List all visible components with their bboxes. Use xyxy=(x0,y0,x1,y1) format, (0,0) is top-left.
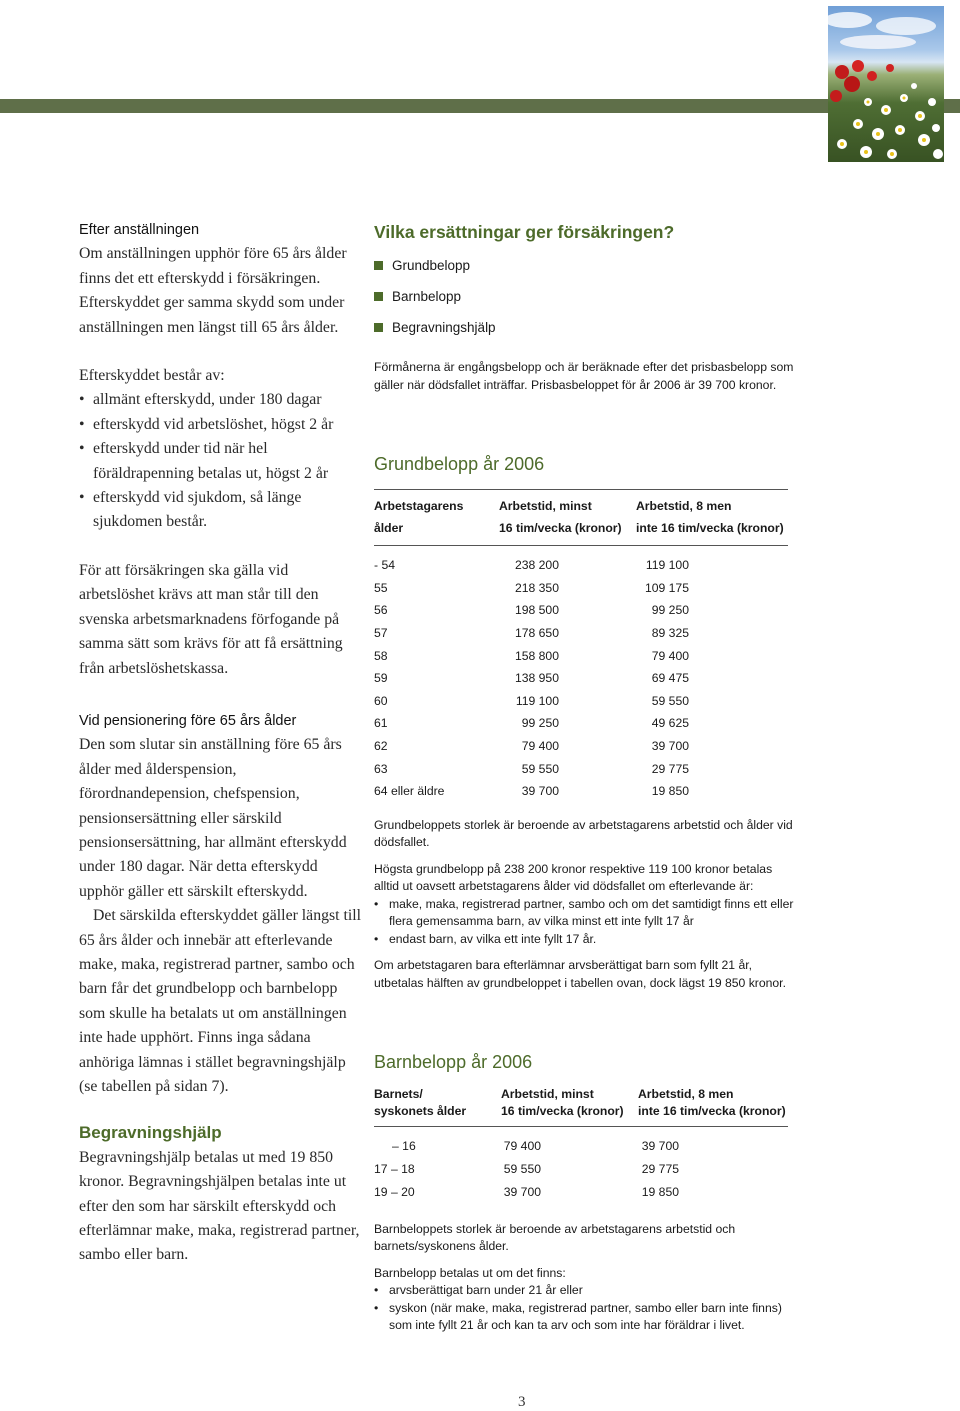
table-cell: 19 – 20 xyxy=(374,1184,415,1199)
page-number: 3 xyxy=(518,1394,526,1410)
table-cell: 178 650 xyxy=(514,626,559,641)
flower-field-photo xyxy=(828,6,944,162)
table-cell: 119 100 xyxy=(645,558,689,573)
list-item: • endast barn, av vilka ett inte fyllt 17 år. xyxy=(374,931,794,949)
benefit-label: Barnbelopp xyxy=(392,289,462,304)
list-item: • efterskydd vid sjukdom, så länge sjukdomen består. xyxy=(79,486,364,535)
section-heading-after-employment: Efter anställningen xyxy=(79,222,200,238)
list-item: • efterskydd vid arbetslöshet, högst 2 år xyxy=(79,413,364,437)
section-heading-funeral: Begravningshjälp xyxy=(79,1123,222,1143)
table-cell: 39 700 xyxy=(503,1184,541,1199)
paragraph: Efterskyddet består av: xyxy=(79,367,225,385)
table-cell: 56 xyxy=(374,603,388,618)
table-cell: 49 625 xyxy=(651,716,689,731)
grundbelopp-heading: Grundbelopp år 2006 xyxy=(374,454,545,474)
barnbelopp-table xyxy=(374,1081,788,1203)
table-cell: 29 775 xyxy=(641,1161,679,1176)
table-cell: 79 400 xyxy=(521,739,559,754)
table-header-row xyxy=(374,1081,788,1127)
column-header: Arbetstid, minst 16 tim/vecka (kronor) xyxy=(499,490,636,546)
table-row xyxy=(374,1180,788,1203)
table-row xyxy=(374,577,788,600)
table-row xyxy=(374,622,788,645)
benefits-title: Vilka ersättningar ger försäkringen? xyxy=(374,222,675,242)
benefit-label: Grundbelopp xyxy=(392,258,471,273)
table-row xyxy=(374,599,788,622)
column-header: Arbetstid, minst 16 tim/vecka (kronor) xyxy=(501,1081,638,1127)
table-row xyxy=(374,1127,788,1158)
table-row xyxy=(374,690,788,713)
list-item: • arvsberättigat barn under 21 år eller xyxy=(374,1282,794,1300)
table-cell: 61 xyxy=(374,716,388,731)
column-header: Barnets/ syskonets ålder xyxy=(374,1081,501,1127)
table-row xyxy=(374,712,788,735)
paragraph: Det särskilda efterskyddet gäller längst till 65 års ålder och innebär att efterlevande make, maka, registrerad partner, sambo och barn får det grundbelopp och barnbelopp som skulle ha betalats ut om anställningen inte hade upphört. Finns inga sådana anhöriga lämnas i stället begravningshjälp (se tabellen på sidan 7). xyxy=(79,907,362,1095)
table-cell: 19 850 xyxy=(641,1184,679,1199)
table-cell: 60 xyxy=(374,693,388,708)
table-cell: 58 xyxy=(374,648,388,663)
bullet-list xyxy=(79,388,364,534)
table-cell: 19 850 xyxy=(651,784,689,799)
table-cell: 198 500 xyxy=(514,603,559,618)
bullet-list xyxy=(374,896,794,949)
list-item: • make, maka, registrerad partner, sambo och om det samtidigt finns ett eller flera gemensamma barn, av vilka minst ett inte fyllt 17 år xyxy=(374,896,794,931)
bullet-list xyxy=(374,1282,794,1335)
square-bullet-icon xyxy=(374,323,383,332)
left-column xyxy=(79,218,364,1268)
header-band xyxy=(0,99,960,113)
list-item xyxy=(374,281,794,312)
column-header: Arbetstagarens ålder xyxy=(374,490,499,546)
benefit-label: Begravningshjälp xyxy=(392,320,496,335)
list-item xyxy=(374,312,794,343)
table-cell: 39 700 xyxy=(641,1139,679,1154)
table-cell: 62 xyxy=(374,739,388,754)
table-cell: – 16 xyxy=(392,1139,416,1154)
table-row xyxy=(374,546,788,577)
table-cell: 17 – 18 xyxy=(374,1161,415,1176)
table-cell: 55 xyxy=(374,580,388,595)
table-cell: 99 250 xyxy=(651,603,689,618)
table-cell: 79 400 xyxy=(503,1139,541,1154)
table-header-row xyxy=(374,490,788,546)
column-header: Arbetstid, 8 men inte 16 tim/vecka (kronor) xyxy=(636,490,788,546)
note: Högsta grundbelopp på 238 200 kronor respektive 119 100 kronor betalas alltid ut oavsett arbetstagarens ålder vid dödsfallet om efterlevande är: xyxy=(374,861,773,894)
square-bullet-icon xyxy=(374,261,383,270)
table-cell: 64 eller äldre xyxy=(374,784,445,799)
paragraph: För att försäkringen ska gälla vid arbetslöshet krävs att man står till den svenska arbetsmarknadens förfogande på samma sätt som krävs för att få ersättning från arbetslöshetskassa. xyxy=(79,561,343,677)
column-header: Arbetstid, 8 men inte 16 tim/vecka (kronor) xyxy=(638,1081,788,1127)
note: Grundbeloppets storlek är beroende av arbetstagarens arbetstid och ålder vid dödsfallet. xyxy=(374,817,793,850)
section-heading-retirement: Vid pensionering före 65 års ålder xyxy=(79,712,297,729)
table-cell: 59 550 xyxy=(503,1161,541,1176)
table-cell: 89 325 xyxy=(651,626,689,641)
paragraph: Den som slutar sin anställning före 65 års ålder med ålderspension, förordnandepension, chefspension, pensionsersättning eller särskild pensionsersättning, har allmänt efterskydd under 180 dagar. När detta efterskydd upphör gäller ett särskilt efterskydd. xyxy=(79,736,347,900)
note: Barnbeloppets storlek är beroende av arbetstagarens arbetstid och barnets/syskonens ålder. xyxy=(374,1221,736,1254)
list-item: • efterskydd under tid när hel föräldrapenning betalas ut, högst 2 år xyxy=(79,437,364,486)
table-row xyxy=(374,1158,788,1181)
note: Barnbelopp betalas ut om det finns: xyxy=(374,1265,566,1280)
list-item: • syskon (när make, maka, registrerad partner, sambo eller barn inte finns) som inte fyllt 21 år och kan ta arv och som inte har föräldrar i livet. xyxy=(374,1300,794,1335)
table-cell: 59 xyxy=(374,671,388,686)
table-cell: 57 xyxy=(374,626,388,641)
paragraph: Begravningshjälp betalas ut med 19 850 kronor. Begravningshjälpen betalas inte ut efter den som har särskilt efterskydd och efterlämnar make, maka, registrerad partner, sambo eller barn. xyxy=(79,1148,360,1264)
table-cell: 109 175 xyxy=(644,580,689,595)
table-cell: 39 700 xyxy=(651,739,689,754)
table-cell: 59 550 xyxy=(651,693,689,708)
table-cell: - 54 xyxy=(374,558,396,573)
table-cell: 218 350 xyxy=(514,580,559,595)
table-row xyxy=(374,780,788,803)
benefits-list xyxy=(374,250,794,343)
table-cell: 99 250 xyxy=(521,716,559,731)
table-cell: 138 950 xyxy=(514,671,559,686)
table-cell: 238 200 xyxy=(514,558,559,573)
table-row xyxy=(374,644,788,667)
table-cell: 29 775 xyxy=(651,761,689,776)
square-bullet-icon xyxy=(374,292,383,301)
table-cell: 63 xyxy=(374,761,388,776)
grundbelopp-table xyxy=(374,489,788,803)
table-cell: 59 550 xyxy=(521,761,559,776)
table-cell: 39 700 xyxy=(521,784,559,799)
table-cell: 158 800 xyxy=(514,648,559,663)
barnbelopp-heading: Barnbelopp år 2006 xyxy=(374,1052,533,1073)
table-cell: 79 400 xyxy=(651,648,689,663)
paragraph: Om anställningen upphör före 65 års ålder finns det ett efterskydd i försäkringen. Efterskyddet ger samma skydd som under anställningen men längst till 65 års ålder. xyxy=(79,245,347,336)
table-row xyxy=(374,667,788,690)
table-row xyxy=(374,735,788,758)
right-column xyxy=(374,218,794,1335)
list-item: • allmänt efterskydd, under 180 dagar xyxy=(79,388,364,412)
table-cell: 69 475 xyxy=(651,671,689,686)
table-cell: 119 100 xyxy=(515,693,559,708)
intro-text: Förmånerna är engångsbelopp och är beräknade efter det prisbasbelopp som gäller när dödsfallet inträffar. Prisbasbeloppet för år 2006 är 39 700 kronor. xyxy=(374,360,794,392)
list-item xyxy=(374,250,794,281)
table-row xyxy=(374,757,788,780)
note: Om arbetstagaren bara efterlämnar arvsberättigat barn som fyllt 21 år, utbetalas hälften av grundbeloppet i tabellen ovan, dock lägst 19 850 kronor. xyxy=(374,958,786,990)
